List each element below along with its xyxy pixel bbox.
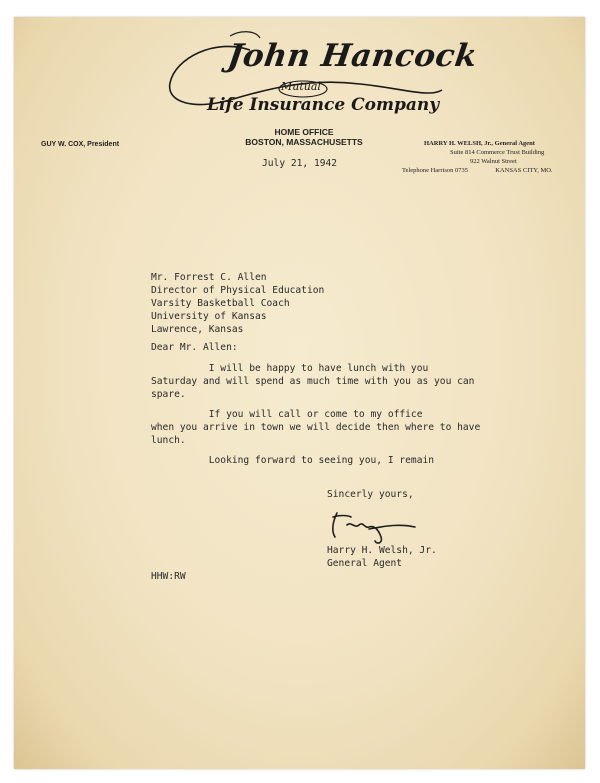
paragraph-line: when you arrive in town we will decide then where to have: [151, 422, 481, 433]
agent-suite: Suite 814 Commerce Trust Building: [450, 149, 545, 156]
inside-address: [151, 271, 324, 336]
signer-name: Harry H. Welsh, Jr.: [327, 545, 437, 556]
agent-info: [402, 139, 572, 175]
agent-name: HARRY H. WELSH, Jr., General Agent: [424, 140, 535, 147]
logo-company-name: Life Insurance Company: [207, 95, 440, 115]
address-line: Mr. Forrest C. Allen: [151, 272, 267, 283]
logo-script-name: John Hancock: [225, 38, 480, 74]
address-line: Director of Physical Education: [151, 285, 325, 296]
paragraph-line: Saturday and will spend as much time with you as you can: [151, 376, 475, 387]
home-office-label: HOME OFFICE: [274, 127, 334, 137]
address-line: Lawrence, Kansas: [151, 324, 244, 335]
paragraph-line: I will be happy to have lunch with you: [151, 363, 429, 374]
signer-title: General Agent: [327, 558, 403, 569]
closing: Sincerly yours,: [327, 489, 414, 500]
reference-initials: HHW:RW: [151, 571, 186, 582]
home-office-city: BOSTON, MASSACHUSETTS: [245, 137, 363, 147]
logo-mutual: Mutual: [281, 80, 321, 93]
address-line: University of Kansas: [151, 311, 267, 322]
signature: [325, 507, 420, 547]
paragraph-line: lunch.: [151, 435, 186, 446]
paragraph-line: If you will call or come to my office: [151, 409, 423, 420]
paragraph-line: spare.: [151, 389, 186, 400]
salutation: Dear Mr. Allen:: [151, 342, 238, 353]
home-office: [229, 127, 379, 147]
agent-city: KANSAS CITY, MO.: [495, 167, 553, 174]
agent-phone: Telephone Harrison 0735: [402, 167, 468, 174]
president-name: GUY W. COX, President: [41, 141, 120, 148]
paragraph-1: [151, 362, 474, 401]
agent-phone-city: [402, 166, 572, 175]
address-line: Varsity Basketball Coach: [151, 298, 290, 309]
paragraph-3: Looking forward to seeing you, I remain: [151, 455, 435, 466]
paragraph-2: [151, 408, 480, 447]
letter-date: July 21, 1942: [262, 158, 338, 169]
agent-street: 922 Walnut Street: [470, 158, 517, 165]
